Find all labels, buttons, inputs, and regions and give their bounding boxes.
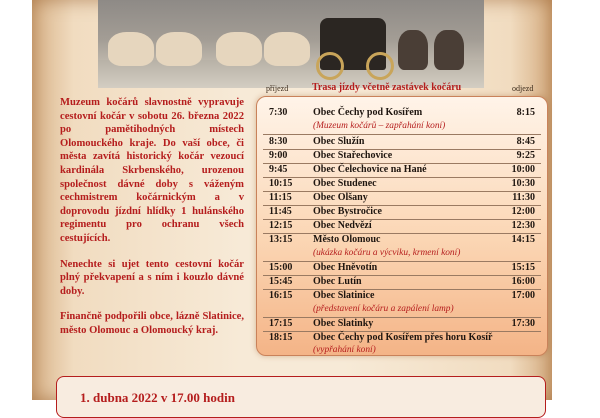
stop-note: (vypřahání koní) bbox=[313, 345, 376, 355]
departure-time: 11:30 bbox=[512, 192, 535, 203]
schedule-row bbox=[257, 136, 547, 150]
departure-time: 12:30 bbox=[511, 220, 535, 231]
horse-shape bbox=[108, 32, 154, 66]
arrival-time: 16:15 bbox=[269, 290, 293, 301]
invitation-paragraph: Nenechte si ujet tento cestovní kočár plný překvapení a s ním i kouzlo dávné doby. bbox=[60, 258, 244, 297]
arrival-time: 12:15 bbox=[269, 220, 293, 231]
departure-time: 9:25 bbox=[516, 150, 535, 161]
arrival-time: 9:00 bbox=[269, 150, 288, 161]
arrival-time: 15:45 bbox=[269, 276, 293, 287]
stop-name: Obec Hněvotín bbox=[313, 262, 378, 273]
schedule-row bbox=[257, 234, 547, 248]
departure-time: 17:00 bbox=[511, 290, 535, 301]
wheel-shape bbox=[316, 52, 344, 80]
departure-column-header: odjezd bbox=[512, 84, 534, 93]
horse-shape bbox=[156, 32, 202, 66]
arrival-time: 7:30 bbox=[269, 107, 288, 118]
departure-time: 10:30 bbox=[511, 178, 535, 189]
arrival-time: 11:15 bbox=[269, 192, 292, 203]
horse-shape bbox=[264, 32, 310, 66]
departure-time: 15:15 bbox=[511, 262, 535, 273]
rider-shape bbox=[434, 30, 464, 70]
arrival-time: 11:45 bbox=[269, 206, 292, 217]
departure-time: 14:15 bbox=[511, 234, 535, 245]
schedule-row bbox=[257, 262, 547, 276]
stop-name: Obec Bystročice bbox=[313, 206, 382, 217]
stop-name: Obec Služín bbox=[313, 136, 365, 147]
schedule-row bbox=[257, 220, 547, 234]
coach-photo bbox=[98, 0, 484, 88]
schedule-row bbox=[257, 178, 547, 192]
row-divider bbox=[263, 134, 541, 135]
wheel-shape bbox=[366, 52, 394, 80]
sponsors-paragraph: Finančně podpořili obce, lázně Slatinice, město Olomouc a Olomoucký kraj. bbox=[60, 311, 244, 336]
arrival-time: 10:15 bbox=[269, 178, 293, 189]
stop-name: Obec Čechy pod Kosířem přes horu Kosíř bbox=[313, 332, 493, 343]
schedule-row bbox=[257, 164, 547, 178]
stop-name: Obec Nedvězí bbox=[313, 220, 372, 231]
stop-name: Obec Lutín bbox=[313, 276, 362, 287]
arrival-column-header: příjezd bbox=[266, 84, 289, 93]
departure-time: 8:15 bbox=[516, 107, 535, 118]
schedule-row bbox=[257, 206, 547, 220]
stop-name: Obec Čechy pod Kosířem bbox=[313, 107, 423, 118]
stop-note: (představení kočáru a zapálení lamp) bbox=[313, 304, 454, 314]
schedule-row bbox=[257, 107, 547, 121]
schedule-row bbox=[257, 290, 547, 304]
departure-time: 10:00 bbox=[511, 164, 535, 175]
arrival-time: 15:00 bbox=[269, 262, 293, 273]
schedule-table bbox=[256, 96, 548, 356]
intro-paragraph: Muzeum kočárů slavnostně vypravuje cestovní kočár v sobotu 26. března 2022 po pamětihodných místech Olomouckého kraje. Do vaší obce, či města zavítá historický kočár vezoucí kardinála Skrbenského, urozenou společnost dávné doby s váženým cechmistrem kočárnickým a v doprovodu jízdní hlídky 1 hulánského regimentu pro ochranu všech cestujících. bbox=[60, 97, 244, 244]
rider-shape bbox=[398, 30, 428, 70]
schedule-row bbox=[257, 150, 547, 164]
schedule-row bbox=[257, 318, 547, 332]
arrival-time: 17:15 bbox=[269, 318, 293, 329]
departure-time: 12:00 bbox=[511, 206, 535, 217]
arrival-time: 13:15 bbox=[269, 234, 293, 245]
intro-text bbox=[60, 96, 244, 350]
schedule-row bbox=[257, 192, 547, 206]
schedule-row bbox=[257, 276, 547, 290]
schedule-title: Trasa jízdy včetně zastávek kočáru bbox=[312, 82, 462, 93]
departure-time: 17:30 bbox=[511, 318, 535, 329]
schedule-row bbox=[257, 332, 547, 346]
stop-name: Obec Slatinice bbox=[313, 290, 375, 301]
arrival-time: 9:45 bbox=[269, 164, 288, 175]
departure-time: 8:45 bbox=[516, 136, 535, 147]
arrival-time: 8:30 bbox=[269, 136, 288, 147]
stop-name: Obec Slatinky bbox=[313, 318, 374, 329]
event-date-text: 1. dubna 2022 v 17.00 hodin bbox=[80, 390, 235, 405]
stop-note: (ukázka kočáru a výcviku, krmení koní) bbox=[313, 248, 461, 258]
horse-shape bbox=[216, 32, 262, 66]
stop-name: Obec Olšany bbox=[313, 192, 368, 203]
stop-name: Obec Stařechovice bbox=[313, 150, 393, 161]
stop-name: Obec Čelechovice na Hané bbox=[313, 164, 427, 175]
arrival-time: 18:15 bbox=[269, 332, 293, 343]
stop-name: Město Olomouc bbox=[313, 234, 381, 245]
stop-name: Obec Studenec bbox=[313, 178, 377, 189]
departure-time: 16:00 bbox=[511, 276, 535, 287]
stop-note: (Muzeum kočárů – zapřahání koní) bbox=[313, 121, 446, 131]
